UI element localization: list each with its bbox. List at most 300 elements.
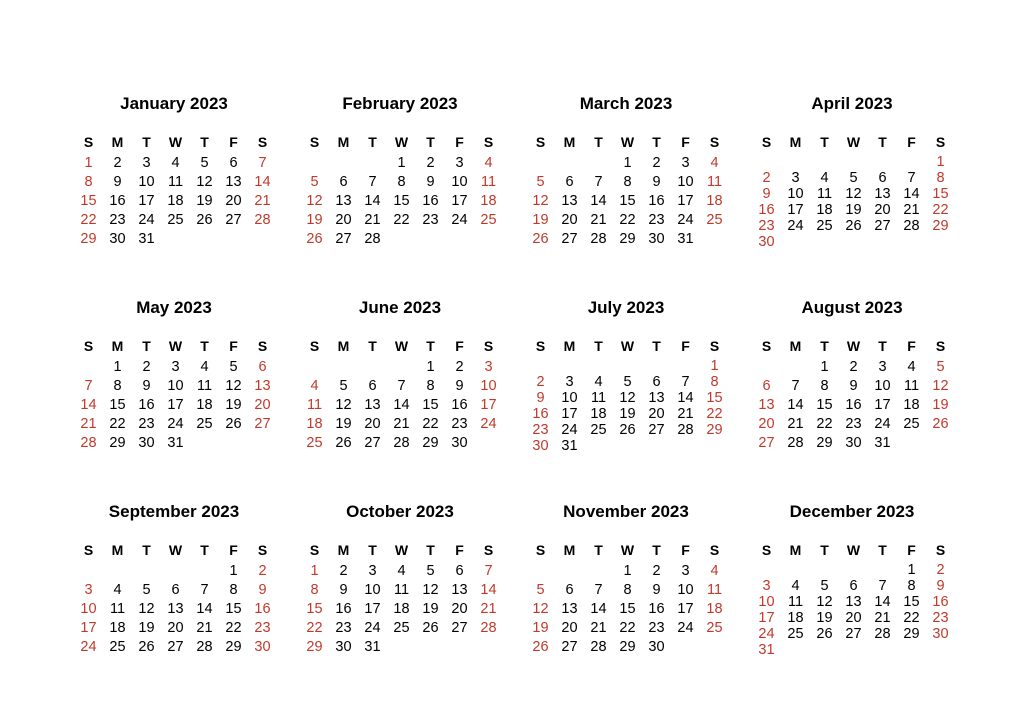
day-cell: 21: [590, 620, 607, 636]
month-title: March 2023: [579, 94, 673, 113]
day-cell: 2: [652, 155, 661, 171]
weekday-header: M: [789, 542, 802, 558]
day-cell: 16: [932, 594, 949, 610]
day-cell: 8: [936, 170, 945, 186]
day-cell: 6: [229, 155, 238, 171]
weekday-header: F: [455, 542, 464, 558]
day-cell: 2: [339, 563, 348, 579]
day-cell: 15: [109, 397, 126, 413]
weekday-header-row: [300, 336, 500, 356]
day-cell: 22: [932, 202, 949, 218]
day-cell: 28: [677, 422, 694, 438]
day-cell: 3: [878, 359, 887, 375]
day-cell: 17: [677, 601, 694, 617]
day-cell: 13: [561, 193, 578, 209]
day-cell: 21: [393, 416, 410, 432]
weekday-header: T: [652, 338, 661, 354]
day-cell: 4: [594, 374, 603, 390]
day-cell: 25: [816, 218, 833, 234]
day-cell: 28: [874, 626, 891, 642]
month-title: November 2023: [563, 502, 689, 521]
day-cell: 22: [422, 416, 439, 432]
day-cell: 10: [480, 378, 497, 394]
month-title: April 2023: [811, 94, 893, 113]
weekday-header: M: [111, 134, 124, 150]
day-cell: 27: [758, 435, 775, 451]
weekday-header: M: [337, 338, 350, 354]
month-calendar: [74, 500, 274, 670]
day-cell: 12: [932, 378, 949, 394]
day-cell: 24: [364, 620, 381, 636]
day-cell: 26: [335, 435, 352, 451]
day-cell: 9: [258, 582, 267, 598]
day-cell: 3: [142, 155, 151, 171]
weekday-header: S: [309, 338, 320, 354]
day-cell: 20: [451, 601, 468, 617]
day-cell: 3: [762, 578, 771, 594]
day-cell: 19: [196, 193, 213, 209]
day-cell: 19: [225, 397, 242, 413]
weekday-header-row: [526, 540, 726, 560]
day-cell: 7: [878, 578, 887, 594]
day-cell: 17: [167, 397, 184, 413]
weekday-header: S: [83, 134, 94, 150]
day-cell: 25: [196, 416, 213, 432]
day-cell: 19: [532, 620, 549, 636]
weekday-header-row: [526, 132, 726, 152]
month-title: December 2023: [789, 502, 915, 521]
day-cell: 20: [845, 610, 862, 626]
day-cell: 15: [306, 601, 323, 617]
day-cell: 3: [455, 155, 464, 171]
day-cell: 8: [710, 374, 719, 390]
day-cell: 20: [364, 416, 381, 432]
weekday-header: S: [535, 542, 546, 558]
day-cell: 21: [590, 212, 607, 228]
day-grid: [526, 358, 726, 454]
day-cell: 23: [648, 620, 665, 636]
weekday-header: T: [594, 134, 603, 150]
day-cell: 6: [258, 359, 267, 375]
day-cell: 16: [845, 397, 862, 413]
day-cell: 19: [422, 601, 439, 617]
day-cell: 3: [565, 374, 574, 390]
day-cell: 5: [339, 378, 348, 394]
weekday-header: T: [594, 338, 603, 354]
day-cell: 12: [619, 390, 636, 406]
day-cell: 8: [820, 378, 829, 394]
day-cell: 23: [648, 212, 665, 228]
day-cell: 25: [306, 435, 323, 451]
day-cell: 12: [816, 594, 833, 610]
day-cell: 28: [254, 212, 271, 228]
weekday-header: S: [309, 542, 320, 558]
day-cell: 15: [816, 397, 833, 413]
weekday-header: S: [309, 134, 320, 150]
day-cell: 11: [306, 397, 323, 413]
day-cell: 25: [590, 422, 607, 438]
day-cell: 22: [619, 620, 636, 636]
day-cell: 7: [681, 374, 690, 390]
weekday-header: F: [907, 134, 916, 150]
weekday-header: T: [820, 338, 829, 354]
day-cell: 4: [710, 563, 719, 579]
day-cell: 28: [787, 435, 804, 451]
day-cell: 12: [335, 397, 352, 413]
day-cell: 7: [594, 174, 603, 190]
day-cell: 23: [422, 212, 439, 228]
day-cell: 1: [310, 563, 319, 579]
day-cell: 4: [113, 582, 122, 598]
weekday-header: W: [620, 134, 635, 150]
day-cell: 10: [874, 378, 891, 394]
weekday-header: W: [620, 542, 635, 558]
day-cell: 17: [451, 193, 468, 209]
day-grid: [526, 562, 726, 657]
day-cell: 21: [874, 610, 891, 626]
month-calendar: [526, 92, 726, 262]
day-cell: 25: [167, 212, 184, 228]
day-cell: 3: [681, 155, 690, 171]
day-cell: 14: [480, 582, 497, 598]
day-cell: 13: [364, 397, 381, 413]
day-cell: 21: [80, 416, 97, 432]
day-cell: 22: [109, 416, 126, 432]
day-cell: 23: [335, 620, 352, 636]
day-cell: 20: [648, 406, 665, 422]
day-cell: 12: [196, 174, 213, 190]
day-cell: 10: [80, 601, 97, 617]
day-cell: 19: [619, 406, 636, 422]
day-cell: 26: [932, 416, 949, 432]
day-cell: 7: [200, 582, 209, 598]
weekday-header: S: [483, 134, 494, 150]
day-cell: 29: [225, 639, 242, 655]
day-cell: 12: [138, 601, 155, 617]
day-cell: 11: [480, 174, 497, 190]
weekday-header: S: [935, 338, 946, 354]
weekday-header: F: [681, 542, 690, 558]
month-calendar: [74, 92, 274, 262]
day-cell: 13: [845, 594, 862, 610]
weekday-header: F: [229, 338, 238, 354]
day-cell: 10: [364, 582, 381, 598]
day-cell: 21: [196, 620, 213, 636]
day-cell: 26: [422, 620, 439, 636]
weekday-header: W: [620, 338, 635, 354]
day-cell: 8: [229, 582, 238, 598]
day-cell: 11: [816, 186, 833, 202]
day-cell: 29: [109, 435, 126, 451]
weekday-header: T: [878, 338, 887, 354]
day-cell: 19: [335, 416, 352, 432]
month-calendar: [300, 500, 500, 670]
weekday-header: S: [761, 338, 772, 354]
day-cell: 22: [816, 416, 833, 432]
weekday-header: M: [563, 338, 576, 354]
weekday-header: W: [394, 542, 409, 558]
day-cell: 6: [652, 374, 661, 390]
day-cell: 16: [758, 202, 775, 218]
weekday-header: M: [337, 542, 350, 558]
day-cell: 11: [167, 174, 184, 190]
day-cell: 10: [677, 174, 694, 190]
day-cell: 25: [706, 212, 723, 228]
day-cell: 1: [426, 359, 435, 375]
day-cell: 12: [422, 582, 439, 598]
month-calendar: [752, 296, 952, 466]
weekday-header: M: [789, 338, 802, 354]
day-cell: 21: [787, 416, 804, 432]
day-cell: 2: [455, 359, 464, 375]
day-grid: [300, 154, 500, 249]
day-cell: 11: [706, 582, 723, 598]
day-cell: 29: [306, 639, 323, 655]
weekday-header: M: [563, 134, 576, 150]
day-cell: 5: [623, 374, 632, 390]
day-cell: 6: [455, 563, 464, 579]
day-cell: 31: [874, 435, 891, 451]
day-cell: 13: [451, 582, 468, 598]
weekday-header: T: [200, 542, 209, 558]
day-cell: 24: [677, 620, 694, 636]
weekday-header: F: [229, 542, 238, 558]
day-cell: 28: [590, 231, 607, 247]
day-cell: 25: [480, 212, 497, 228]
day-cell: 17: [138, 193, 155, 209]
day-cell: 7: [397, 378, 406, 394]
day-cell: 11: [196, 378, 213, 394]
month-calendar: [300, 296, 500, 466]
day-cell: 26: [196, 212, 213, 228]
day-cell: 22: [706, 406, 723, 422]
day-cell: 20: [335, 212, 352, 228]
day-cell: 15: [393, 193, 410, 209]
day-cell: 4: [171, 155, 180, 171]
weekday-header: T: [426, 542, 435, 558]
day-cell: 23: [758, 218, 775, 234]
day-cell: 9: [536, 390, 545, 406]
day-cell: 31: [364, 639, 381, 655]
day-cell: 18: [167, 193, 184, 209]
weekday-header: S: [483, 542, 494, 558]
day-cell: 8: [397, 174, 406, 190]
day-grid: [752, 358, 952, 453]
day-cell: 17: [480, 397, 497, 413]
day-cell: 22: [393, 212, 410, 228]
day-cell: 2: [536, 374, 545, 390]
day-cell: 30: [335, 639, 352, 655]
day-cell: 12: [225, 378, 242, 394]
day-cell: 24: [480, 416, 497, 432]
day-grid: [74, 562, 274, 657]
day-cell: 1: [936, 154, 945, 170]
day-cell: 6: [565, 582, 574, 598]
weekday-header: F: [455, 134, 464, 150]
day-cell: 7: [791, 378, 800, 394]
day-cell: 18: [480, 193, 497, 209]
day-cell: 4: [820, 170, 829, 186]
day-cell: 25: [903, 416, 920, 432]
day-cell: 28: [80, 435, 97, 451]
weekday-header: F: [907, 338, 916, 354]
weekday-header: T: [426, 134, 435, 150]
weekday-header: S: [83, 338, 94, 354]
day-cell: 9: [142, 378, 151, 394]
day-cell: 11: [393, 582, 410, 598]
weekday-header: S: [761, 134, 772, 150]
day-cell: 23: [138, 416, 155, 432]
weekday-header-row: [74, 540, 274, 560]
day-cell: 5: [229, 359, 238, 375]
weekday-header: S: [709, 134, 720, 150]
weekday-header: T: [200, 338, 209, 354]
day-cell: 5: [142, 582, 151, 598]
day-cell: 11: [787, 594, 804, 610]
day-cell: 21: [254, 193, 271, 209]
day-cell: 30: [845, 435, 862, 451]
day-cell: 16: [648, 601, 665, 617]
weekday-header: S: [257, 338, 268, 354]
day-cell: 1: [820, 359, 829, 375]
day-cell: 15: [225, 601, 242, 617]
day-cell: 5: [849, 170, 858, 186]
day-cell: 27: [451, 620, 468, 636]
day-cell: 19: [816, 610, 833, 626]
weekday-header-row: [300, 132, 500, 152]
day-cell: 28: [393, 435, 410, 451]
weekday-header: S: [709, 542, 720, 558]
day-grid: [300, 562, 500, 657]
weekday-header-row: [752, 336, 952, 356]
day-cell: 24: [874, 416, 891, 432]
day-cell: 9: [936, 578, 945, 594]
weekday-header: F: [681, 338, 690, 354]
day-cell: 6: [565, 174, 574, 190]
day-cell: 24: [138, 212, 155, 228]
day-cell: 26: [306, 231, 323, 247]
day-cell: 5: [820, 578, 829, 594]
day-grid: [752, 154, 952, 250]
day-cell: 20: [561, 212, 578, 228]
day-cell: 17: [677, 193, 694, 209]
day-cell: 13: [254, 378, 271, 394]
day-cell: 29: [619, 639, 636, 655]
day-cell: 20: [225, 193, 242, 209]
weekday-header-row: [752, 132, 952, 152]
day-cell: 15: [619, 601, 636, 617]
day-cell: 16: [138, 397, 155, 413]
day-cell: 8: [426, 378, 435, 394]
weekday-header: W: [394, 338, 409, 354]
weekday-header: S: [761, 542, 772, 558]
day-cell: 23: [451, 416, 468, 432]
day-cell: 27: [561, 231, 578, 247]
day-cell: 22: [619, 212, 636, 228]
day-cell: 13: [225, 174, 242, 190]
day-cell: 15: [422, 397, 439, 413]
day-cell: 15: [80, 193, 97, 209]
day-cell: 14: [254, 174, 271, 190]
weekday-header: T: [652, 134, 661, 150]
day-cell: 27: [335, 231, 352, 247]
day-grid: [74, 154, 274, 249]
day-cell: 28: [196, 639, 213, 655]
weekday-header: T: [142, 134, 151, 150]
day-cell: 6: [339, 174, 348, 190]
day-cell: 5: [200, 155, 209, 171]
month-calendar: [526, 296, 726, 466]
day-cell: 8: [623, 174, 632, 190]
day-cell: 16: [422, 193, 439, 209]
day-cell: 7: [84, 378, 93, 394]
day-cell: 27: [874, 218, 891, 234]
day-cell: 27: [364, 435, 381, 451]
day-cell: 7: [484, 563, 493, 579]
day-grid: [74, 358, 274, 453]
day-cell: 9: [339, 582, 348, 598]
day-cell: 1: [623, 563, 632, 579]
day-cell: 30: [254, 639, 271, 655]
day-cell: 14: [590, 601, 607, 617]
day-cell: 21: [903, 202, 920, 218]
day-cell: 27: [561, 639, 578, 655]
day-cell: 30: [532, 438, 549, 454]
day-cell: 13: [167, 601, 184, 617]
day-cell: 10: [167, 378, 184, 394]
day-cell: 4: [791, 578, 800, 594]
day-cell: 14: [364, 193, 381, 209]
day-cell: 18: [706, 601, 723, 617]
weekday-header-row: [300, 540, 500, 560]
day-cell: 31: [758, 642, 775, 658]
day-cell: 13: [561, 601, 578, 617]
weekday-header: F: [907, 542, 916, 558]
day-cell: 17: [364, 601, 381, 617]
day-cell: 6: [849, 578, 858, 594]
day-cell: 16: [648, 193, 665, 209]
day-cell: 14: [590, 193, 607, 209]
day-cell: 6: [171, 582, 180, 598]
day-cell: 2: [142, 359, 151, 375]
weekday-header-row: [752, 540, 952, 560]
day-cell: 13: [335, 193, 352, 209]
day-cell: 3: [171, 359, 180, 375]
day-cell: 8: [113, 378, 122, 394]
day-cell: 30: [109, 231, 126, 247]
day-cell: 29: [422, 435, 439, 451]
day-cell: 26: [532, 231, 549, 247]
month-title: June 2023: [358, 298, 442, 317]
day-cell: 23: [532, 422, 549, 438]
day-cell: 19: [932, 397, 949, 413]
day-cell: 15: [619, 193, 636, 209]
month-title: January 2023: [120, 94, 228, 113]
day-cell: 30: [932, 626, 949, 642]
day-cell: 20: [758, 416, 775, 432]
month-title: September 2023: [108, 502, 240, 521]
day-cell: 11: [109, 601, 126, 617]
day-cell: 18: [393, 601, 410, 617]
day-cell: 30: [648, 231, 665, 247]
day-cell: 29: [903, 626, 920, 642]
day-cell: 21: [364, 212, 381, 228]
day-cell: 9: [652, 582, 661, 598]
weekday-header: T: [820, 134, 829, 150]
weekday-header: W: [846, 542, 861, 558]
day-cell: 30: [648, 639, 665, 655]
day-cell: 27: [225, 212, 242, 228]
